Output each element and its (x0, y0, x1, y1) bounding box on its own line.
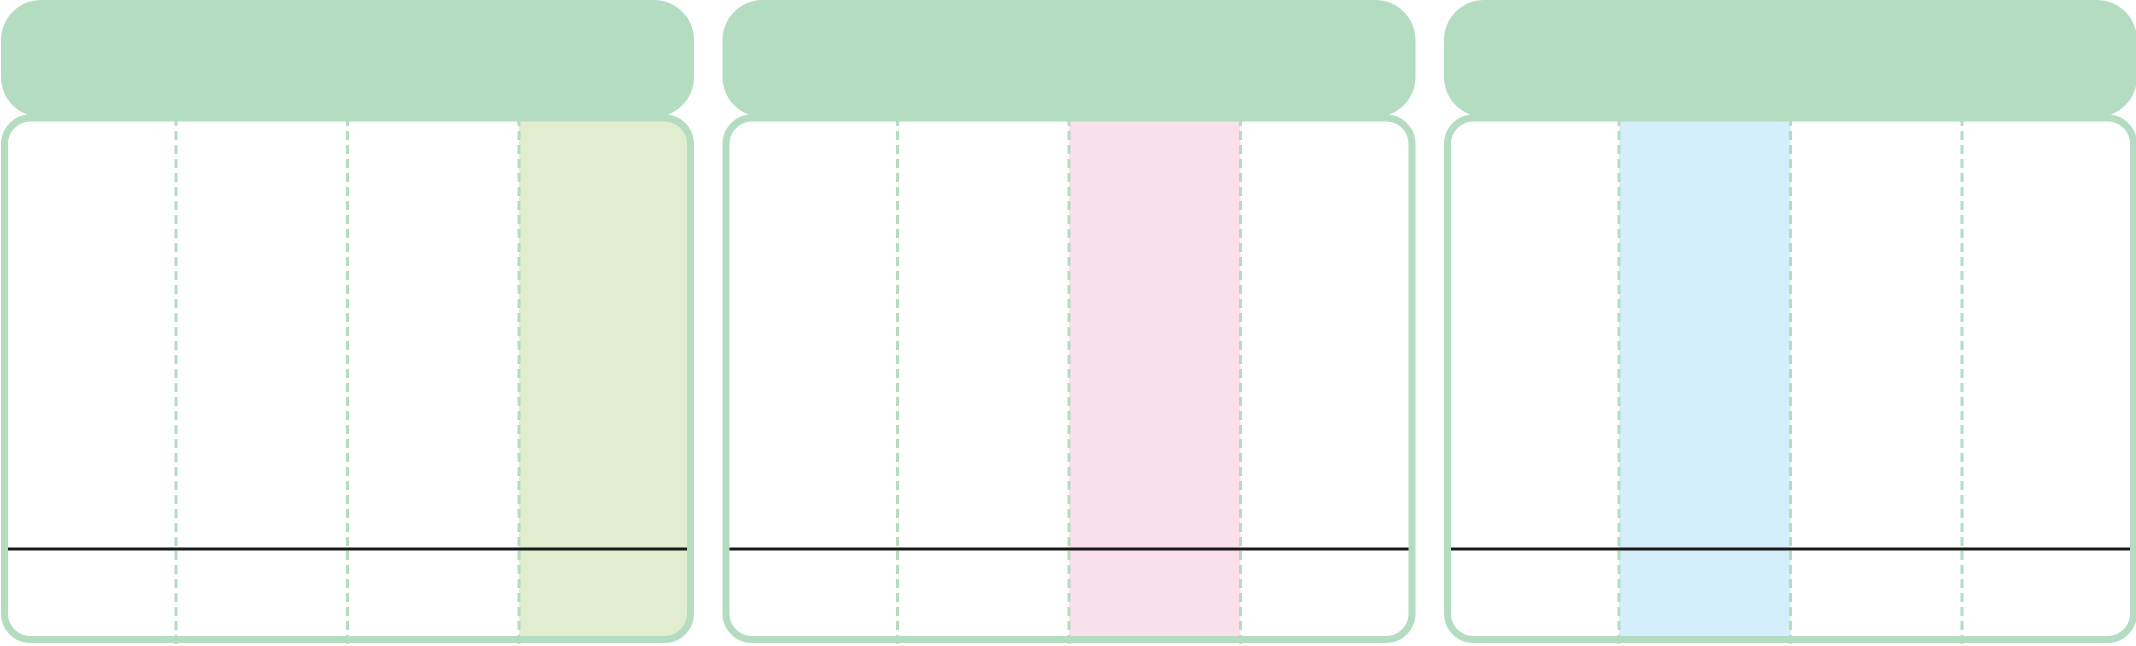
panel-header (1, 0, 694, 117)
panel-header (1444, 0, 2136, 117)
highlighted-column (1069, 117, 1241, 644)
panel-3 (1444, 0, 2136, 644)
panel-header (723, 0, 1416, 117)
panel-1 (1, 0, 694, 644)
highlighted-column (1619, 117, 1791, 644)
highlighted-column (519, 117, 691, 644)
panel-2 (723, 0, 1416, 644)
